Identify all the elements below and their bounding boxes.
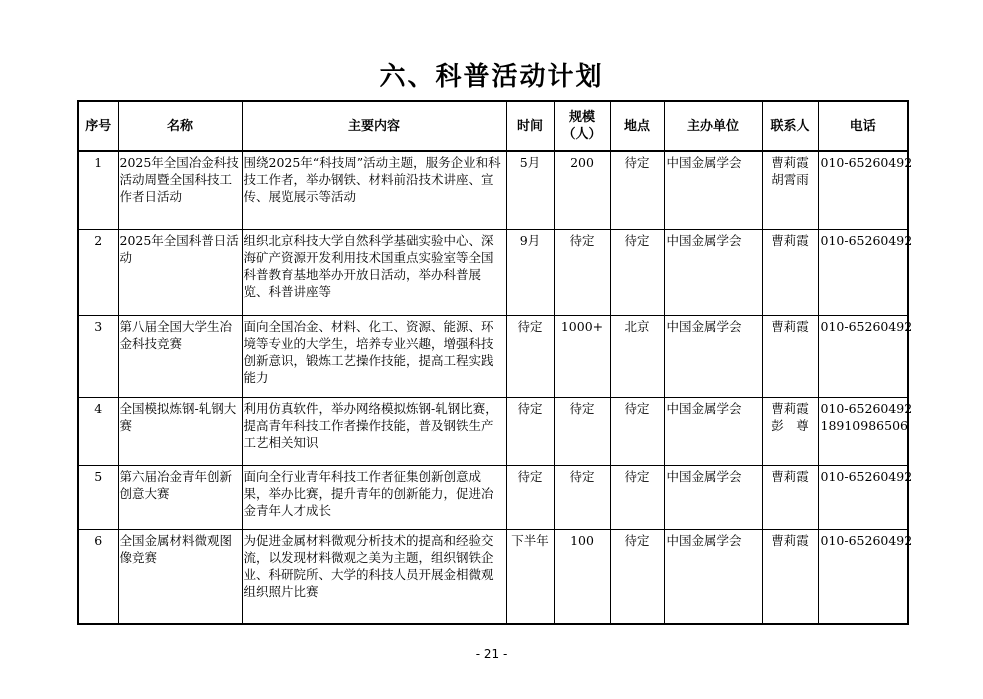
cell-organizer: 中国金属学会 <box>664 397 762 465</box>
cell-time: 待定 <box>506 465 554 529</box>
header-scale <box>554 101 610 151</box>
cell-contact <box>762 315 818 397</box>
cell-name: 2025年全国冶金科技活动周暨全国科技工作者日活动 <box>118 151 242 229</box>
cell-no: 5 <box>78 465 118 529</box>
header-content: 主要内容 <box>242 101 506 151</box>
header-organizer: 主办单位 <box>664 101 762 151</box>
contact-name: 曹莉霞 <box>771 468 809 484</box>
cell-phone <box>818 315 913 397</box>
cell-organizer: 中国金属学会 <box>664 465 762 529</box>
cell-place: 待定 <box>610 465 664 529</box>
phone-number: 010-65260492 <box>820 400 913 416</box>
table-row <box>78 151 908 229</box>
header-phone: 电话 <box>818 101 908 151</box>
page-number: - 21 - <box>475 647 508 661</box>
cell-phone <box>818 465 913 529</box>
cell-scale: 待定 <box>554 229 610 315</box>
cell-content: 面向全国冶金、材料、化工、资源、能源、环境等专业的大学生，培养专业兴趣，增强科技创新意识，锻炼工艺操作技能，提高工程实践能力 <box>242 315 506 397</box>
contact-name: 彭 尊 <box>771 417 809 433</box>
cell-name: 2025年全国科普日活动 <box>118 229 242 315</box>
cell-name: 第八届全国大学生冶金科技竞赛 <box>118 315 242 397</box>
phone-number: 010-65260492 <box>820 532 913 548</box>
cell-content: 组织北京科技大学自然科学基础实验中心、深海矿产资源开发利用技术国重点实验室等全国科普教育基地举办开放日活动，举办科普展览、科普讲座等 <box>242 229 506 315</box>
cell-contact <box>762 465 818 529</box>
cell-place: 北京 <box>610 315 664 397</box>
header-scale-line2: （人） <box>562 127 602 142</box>
phone-number: 010-65260492 <box>820 318 913 334</box>
cell-name: 第六届冶金青年创新创意大赛 <box>118 465 242 529</box>
phone-number: 010-65260492 <box>820 232 913 248</box>
cell-content: 围绕2025年“科技周”活动主题，服务企业和科技工作者，举办钢铁、材料前沿技术讲座、宣传、展览展示等活动 <box>242 151 506 229</box>
cell-organizer: 中国金属学会 <box>664 315 762 397</box>
cell-contact <box>762 151 818 229</box>
cell-content: 面向全行业青年科技工作者征集创新创意成果，举办比赛，提升青年的创新能力，促进冶金青年人才成长 <box>242 465 506 529</box>
cell-scale: 待定 <box>554 397 610 465</box>
cell-name: 全国模拟炼钢-轧钢大赛 <box>118 397 242 465</box>
cell-no: 3 <box>78 315 118 397</box>
header-place: 地点 <box>610 101 664 151</box>
header-scale-line1: 规模 <box>568 110 595 125</box>
cell-place: 待定 <box>610 229 664 315</box>
cell-contact <box>762 397 818 465</box>
cell-content: 为促进金属材料微观分析技术的提高和经验交流，以发现材料微观之美为主题，组织钢铁企业、科研院所、大学的科技人员开展金相微观组织照片比赛 <box>242 529 506 624</box>
phone-number: 010-65260492 <box>820 155 913 170</box>
table-row <box>78 529 908 624</box>
header-name: 名称 <box>118 101 242 151</box>
table-row <box>78 465 908 529</box>
table-row <box>78 397 908 465</box>
cell-phone <box>818 151 913 229</box>
header-contact: 联系人 <box>762 101 818 151</box>
cell-organizer: 中国金属学会 <box>664 529 762 624</box>
cell-scale: 待定 <box>554 465 610 529</box>
table-row <box>78 315 908 397</box>
cell-scale: 200 <box>554 151 610 229</box>
table-row <box>78 229 908 315</box>
cell-time: 9月 <box>506 229 554 315</box>
phone-number: 18910986506 <box>820 417 908 433</box>
cell-contact <box>762 529 818 624</box>
cell-contact <box>762 229 818 315</box>
table-header-row <box>78 101 908 151</box>
cell-no: 6 <box>78 529 118 624</box>
cell-time: 5月 <box>506 151 554 229</box>
cell-place: 待定 <box>610 151 664 229</box>
contact-name: 曹莉霞 <box>771 155 809 170</box>
page-title: 六、科普活动计划 <box>379 62 604 92</box>
cell-name: 全国金属材料微观图像竞赛 <box>118 529 242 624</box>
cell-phone <box>818 397 913 465</box>
cell-time: 下半年 <box>506 529 554 624</box>
contact-name: 曹莉霞 <box>771 400 809 416</box>
header-no: 序号 <box>78 101 118 151</box>
activity-plan-table <box>77 100 913 625</box>
header-time: 时间 <box>506 101 554 151</box>
cell-organizer: 中国金属学会 <box>664 229 762 315</box>
cell-organizer: 中国金属学会 <box>664 151 762 229</box>
cell-no: 2 <box>78 229 118 315</box>
cell-scale: 1000+ <box>554 315 610 397</box>
cell-no: 1 <box>78 151 118 229</box>
contact-name: 胡霄雨 <box>771 172 809 187</box>
contact-name: 曹莉霞 <box>771 232 809 248</box>
phone-number: 010-65260492 <box>820 468 913 484</box>
cell-no: 4 <box>78 397 118 465</box>
cell-place: 待定 <box>610 397 664 465</box>
contact-name: 曹莉霞 <box>771 532 809 548</box>
cell-phone <box>818 529 913 624</box>
contact-name: 曹莉霞 <box>771 318 809 334</box>
cell-phone <box>818 229 913 315</box>
cell-content: 利用仿真软件，举办网络模拟炼钢-轧钢比赛，提高青年科技工作者操作技能，普及钢铁生产工艺相关知识 <box>242 397 506 465</box>
cell-time: 待定 <box>506 397 554 465</box>
cell-scale: 100 <box>554 529 610 624</box>
cell-time: 待定 <box>506 315 554 397</box>
cell-place: 待定 <box>610 529 664 624</box>
